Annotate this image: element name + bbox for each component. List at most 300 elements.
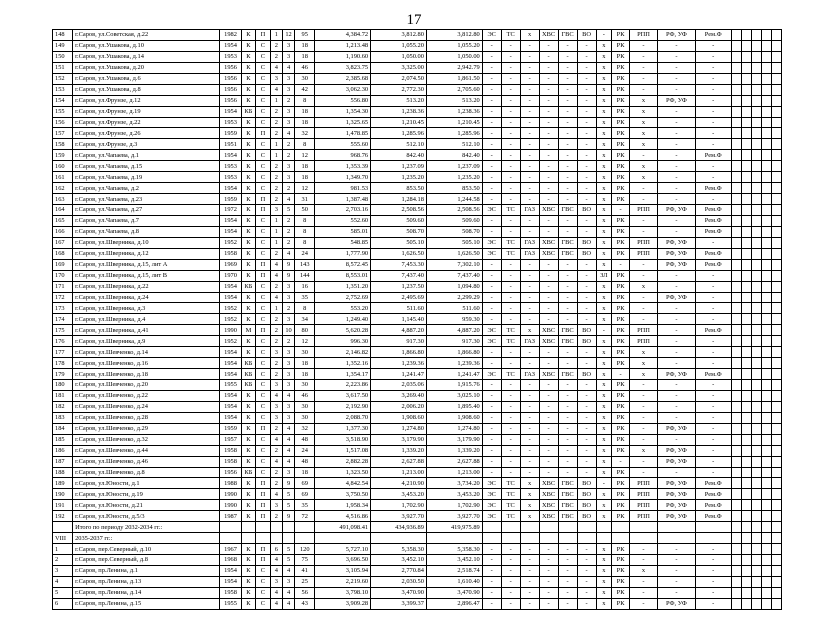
table-cell: ХВС bbox=[539, 478, 558, 489]
table-cell: - bbox=[695, 445, 731, 456]
table-cell: - bbox=[695, 84, 731, 95]
table-cell: г.Саров, ул.Шевченко, д.46 bbox=[73, 456, 220, 467]
table-cell: К bbox=[241, 205, 256, 216]
empty-cell bbox=[751, 423, 761, 434]
table-cell: К bbox=[241, 445, 256, 456]
table-cell: - bbox=[520, 259, 539, 270]
table-cell: - bbox=[482, 358, 501, 369]
empty-cell bbox=[771, 576, 781, 587]
table-row bbox=[53, 150, 782, 161]
table-cell: К bbox=[241, 555, 256, 566]
table-cell: - bbox=[558, 194, 577, 205]
table-cell: - bbox=[577, 423, 596, 434]
table-cell: 181 bbox=[53, 390, 73, 401]
table-cell: х bbox=[596, 259, 612, 270]
table-cell: х bbox=[596, 445, 612, 456]
table-cell: РФ, УФ bbox=[657, 292, 695, 303]
table-cell: - bbox=[630, 226, 658, 237]
table-cell: х bbox=[596, 456, 612, 467]
table-cell: х bbox=[596, 150, 612, 161]
table-cell: - bbox=[539, 40, 558, 51]
table-row bbox=[53, 401, 782, 412]
table-cell: - bbox=[558, 215, 577, 226]
table-cell: РК bbox=[612, 500, 630, 511]
table-cell: - bbox=[501, 40, 520, 51]
empty-cell bbox=[751, 533, 761, 544]
table-cell: 3 bbox=[282, 576, 294, 587]
table-cell: Рем.Ф bbox=[695, 248, 731, 259]
table-cell: - bbox=[539, 587, 558, 598]
table-cell: х bbox=[596, 467, 612, 478]
table-cell: - bbox=[657, 401, 695, 412]
empty-cell bbox=[751, 106, 761, 117]
table-cell: 1 bbox=[270, 150, 282, 161]
table-cell: С bbox=[256, 401, 271, 412]
empty-cell bbox=[771, 95, 781, 106]
table-cell: 24 bbox=[295, 445, 315, 456]
empty-cell bbox=[771, 259, 781, 270]
table-cell: 917.30 bbox=[426, 336, 482, 347]
table-cell: х bbox=[596, 84, 612, 95]
empty-cell bbox=[731, 347, 741, 358]
empty-cell bbox=[741, 139, 751, 150]
table-cell: - bbox=[482, 95, 501, 106]
table-cell: х bbox=[596, 226, 612, 237]
table-cell: К bbox=[241, 511, 256, 522]
table-cell: ГАЗ bbox=[520, 205, 539, 216]
table-cell: К bbox=[241, 347, 256, 358]
table-cell: - bbox=[539, 117, 558, 128]
table-cell: - bbox=[657, 555, 695, 566]
table-cell: г.Саров, ул.Чапаева, д.23 bbox=[73, 194, 220, 205]
table-cell: 4 bbox=[282, 423, 294, 434]
table-cell: 2 bbox=[282, 226, 294, 237]
table-cell: - bbox=[539, 303, 558, 314]
table-cell: ХВС bbox=[539, 248, 558, 259]
empty-cell bbox=[771, 40, 781, 51]
table-cell: г.Саров, ул.Шевченко, д.16 bbox=[73, 358, 220, 369]
empty-cell bbox=[751, 412, 761, 423]
table-cell: 1954 bbox=[220, 390, 241, 401]
empty-cell bbox=[315, 533, 371, 544]
table-cell: г.Саров, ул.Юности, д.19 bbox=[73, 489, 220, 500]
table-cell: К bbox=[241, 73, 256, 84]
table-cell: 1,915.76 bbox=[426, 380, 482, 391]
empty-cell bbox=[731, 40, 741, 51]
table-cell: 176 bbox=[53, 336, 73, 347]
table-cell: 1,626.50 bbox=[426, 248, 482, 259]
table-cell: - bbox=[657, 347, 695, 358]
table-cell: - bbox=[657, 183, 695, 194]
table-cell: 513.20 bbox=[426, 95, 482, 106]
table-cell: - bbox=[657, 161, 695, 172]
table-cell: х bbox=[630, 565, 658, 576]
empty-cell bbox=[731, 303, 741, 314]
empty-cell bbox=[761, 161, 771, 172]
table-cell: 1956 bbox=[220, 95, 241, 106]
table-row bbox=[53, 172, 782, 183]
table-row bbox=[53, 226, 782, 237]
table-cell: - bbox=[501, 194, 520, 205]
section-label: 2035-2037 гг.: bbox=[73, 533, 220, 544]
table-cell: РК bbox=[612, 303, 630, 314]
table-cell: 3 bbox=[282, 347, 294, 358]
empty-cell bbox=[731, 183, 741, 194]
empty-cell bbox=[771, 423, 781, 434]
table-cell: РФ, УФ bbox=[657, 30, 695, 41]
empty-cell bbox=[751, 183, 761, 194]
table-cell: х bbox=[630, 139, 658, 150]
empty-cell bbox=[761, 95, 771, 106]
empty-cell bbox=[771, 73, 781, 84]
table-cell: - bbox=[482, 161, 501, 172]
table-cell: К bbox=[241, 150, 256, 161]
empty-cell bbox=[731, 292, 741, 303]
table-cell: г.Саров, пр.Ленина, д.1 bbox=[73, 565, 220, 576]
table-cell: 2,299.29 bbox=[426, 292, 482, 303]
table-cell: - bbox=[558, 84, 577, 95]
table-cell: 1 bbox=[270, 95, 282, 106]
table-cell: ГАЗ bbox=[520, 336, 539, 347]
table-cell: К bbox=[241, 51, 256, 62]
table-cell: 1952 bbox=[220, 303, 241, 314]
table-cell: - bbox=[501, 128, 520, 139]
table-cell: 3,179.90 bbox=[371, 434, 427, 445]
table-cell: РК bbox=[612, 467, 630, 478]
table-cell: 1990 bbox=[220, 489, 241, 500]
table-cell: - bbox=[482, 314, 501, 325]
table-cell: К bbox=[241, 183, 256, 194]
empty-cell bbox=[761, 511, 771, 522]
table-cell: РФ, УФ bbox=[657, 456, 695, 467]
table-cell: 1 bbox=[270, 30, 282, 41]
table-cell: - bbox=[520, 292, 539, 303]
table-cell: х bbox=[596, 215, 612, 226]
table-cell: 2 bbox=[270, 369, 282, 380]
table-cell: 2 bbox=[270, 117, 282, 128]
table-cell: 2 bbox=[270, 106, 282, 117]
table-cell: 2,627.88 bbox=[426, 456, 482, 467]
empty-cell bbox=[426, 533, 482, 544]
table-cell: ТС bbox=[501, 500, 520, 511]
empty-cell bbox=[741, 522, 751, 533]
table-cell: 2 bbox=[270, 314, 282, 325]
table-cell: С bbox=[256, 336, 271, 347]
table-cell: - bbox=[558, 467, 577, 478]
table-cell: - bbox=[520, 161, 539, 172]
table-cell: - bbox=[695, 456, 731, 467]
summary-total-area: 491,098.41 bbox=[315, 522, 371, 533]
table-cell: 46 bbox=[295, 62, 315, 73]
table-cell: 2 bbox=[282, 139, 294, 150]
empty-cell bbox=[612, 533, 630, 544]
table-cell: 5,358.30 bbox=[371, 544, 427, 555]
table-cell: РК bbox=[612, 555, 630, 566]
table-cell: 12 bbox=[295, 336, 315, 347]
table-cell: 1955 bbox=[220, 598, 241, 609]
table-cell: 968.76 bbox=[315, 150, 371, 161]
summary-label: Итого по периоду 2032-2034 гг.: bbox=[73, 522, 220, 533]
table-cell: - bbox=[657, 281, 695, 292]
empty-cell bbox=[751, 511, 761, 522]
table-cell: КБ bbox=[241, 380, 256, 391]
table-cell: - bbox=[520, 183, 539, 194]
table-cell: - bbox=[558, 380, 577, 391]
table-cell: 2 bbox=[282, 183, 294, 194]
empty-cell bbox=[761, 106, 771, 117]
table-cell: - bbox=[577, 128, 596, 139]
table-cell: С bbox=[256, 248, 271, 259]
table-cell: ГВС bbox=[558, 336, 577, 347]
empty-cell bbox=[751, 369, 761, 380]
table-cell: - bbox=[539, 161, 558, 172]
table-cell: ТС bbox=[501, 336, 520, 347]
table-cell: - bbox=[539, 95, 558, 106]
table-cell: 1959 bbox=[220, 423, 241, 434]
empty-cell bbox=[741, 314, 751, 325]
table-cell: К bbox=[241, 412, 256, 423]
table-cell: - bbox=[520, 51, 539, 62]
table-cell: 2,223.86 bbox=[315, 380, 371, 391]
table-cell: С bbox=[256, 598, 271, 609]
empty-cell bbox=[751, 281, 761, 292]
table-cell: 1954 bbox=[220, 292, 241, 303]
table-cell: 1970 bbox=[220, 270, 241, 281]
table-cell: - bbox=[501, 215, 520, 226]
table-cell: 5 bbox=[53, 587, 73, 598]
table-cell: - bbox=[695, 587, 731, 598]
table-cell: - bbox=[657, 380, 695, 391]
empty-cell bbox=[282, 533, 294, 544]
table-cell: - bbox=[501, 270, 520, 281]
table-cell: г.Саров, ул.Шверника, д.22 bbox=[73, 281, 220, 292]
table-cell: - bbox=[630, 215, 658, 226]
table-cell: С bbox=[256, 161, 271, 172]
empty-cell bbox=[731, 270, 741, 281]
table-cell: - bbox=[482, 226, 501, 237]
table-cell: - bbox=[695, 565, 731, 576]
empty-cell bbox=[771, 183, 781, 194]
table-cell: 1959 bbox=[220, 128, 241, 139]
empty-cell bbox=[771, 511, 781, 522]
table-cell: - bbox=[520, 194, 539, 205]
table-cell: РК bbox=[612, 401, 630, 412]
table-cell: 3 bbox=[270, 576, 282, 587]
table-cell: ВО bbox=[577, 325, 596, 336]
empty-cell bbox=[731, 314, 741, 325]
table-cell: 2 bbox=[270, 161, 282, 172]
table-cell: - bbox=[630, 84, 658, 95]
table-cell: РК bbox=[612, 139, 630, 150]
empty-cell bbox=[731, 161, 741, 172]
empty-cell bbox=[741, 423, 751, 434]
empty-cell bbox=[539, 533, 558, 544]
empty-cell bbox=[295, 522, 315, 533]
table-cell: РК bbox=[612, 325, 630, 336]
table-cell: - bbox=[695, 390, 731, 401]
table-cell: РК bbox=[612, 347, 630, 358]
table-cell: Рем.Ф bbox=[695, 478, 731, 489]
table-cell: - bbox=[558, 95, 577, 106]
table-cell: 2 bbox=[270, 467, 282, 478]
table-cell: - bbox=[539, 358, 558, 369]
table-cell: - bbox=[539, 445, 558, 456]
empty-cell bbox=[630, 522, 658, 533]
table-cell: 3,025.10 bbox=[426, 390, 482, 401]
table-cell: 3,812.80 bbox=[426, 30, 482, 41]
table-cell: х bbox=[596, 358, 612, 369]
empty-cell bbox=[771, 292, 781, 303]
table-cell: 1,777.90 bbox=[315, 248, 371, 259]
table-cell: РК bbox=[612, 150, 630, 161]
table-row bbox=[53, 30, 782, 41]
table-cell: 170 bbox=[53, 270, 73, 281]
table-cell: Рем.Ф bbox=[695, 183, 731, 194]
empty-cell bbox=[771, 128, 781, 139]
table-cell: - bbox=[630, 423, 658, 434]
table-cell: 1,238.36 bbox=[426, 106, 482, 117]
table-cell: - bbox=[558, 390, 577, 401]
table-cell: - bbox=[501, 139, 520, 150]
empty-cell bbox=[241, 533, 256, 544]
table-cell: 179 bbox=[53, 369, 73, 380]
table-cell: 4 bbox=[282, 434, 294, 445]
table-cell: 1969 bbox=[220, 259, 241, 270]
table-cell: 155 bbox=[53, 106, 73, 117]
empty-cell bbox=[771, 489, 781, 500]
table-cell: - bbox=[558, 40, 577, 51]
table-cell: - bbox=[482, 270, 501, 281]
table-cell: К bbox=[241, 237, 256, 248]
empty-cell bbox=[741, 117, 751, 128]
table-cell: ХВС bbox=[539, 500, 558, 511]
table-cell: 2 bbox=[270, 358, 282, 369]
empty-cell bbox=[270, 522, 282, 533]
table-cell: 2,495.69 bbox=[371, 292, 427, 303]
table-cell: 178 bbox=[53, 358, 73, 369]
empty-cell bbox=[596, 522, 612, 533]
table-cell: х bbox=[596, 95, 612, 106]
table-cell: 2 bbox=[270, 51, 282, 62]
table-cell: С bbox=[256, 62, 271, 73]
table-cell: - bbox=[558, 226, 577, 237]
table-cell: - bbox=[482, 150, 501, 161]
table-cell: - bbox=[657, 106, 695, 117]
empty-cell bbox=[751, 40, 761, 51]
empty-cell bbox=[761, 183, 771, 194]
table-cell: ВО bbox=[577, 248, 596, 259]
table-row bbox=[53, 358, 782, 369]
table-cell: - bbox=[501, 161, 520, 172]
table-cell: - bbox=[539, 270, 558, 281]
table-cell: 1956 bbox=[220, 73, 241, 84]
empty-cell bbox=[731, 248, 741, 259]
table-cell: - bbox=[501, 292, 520, 303]
empty-cell bbox=[771, 237, 781, 248]
table-cell: - bbox=[657, 434, 695, 445]
table-cell: 2 bbox=[282, 336, 294, 347]
empty-cell bbox=[771, 248, 781, 259]
table-cell: - bbox=[520, 358, 539, 369]
table-cell: 1,213.48 bbox=[315, 40, 371, 51]
table-cell: 18 bbox=[295, 172, 315, 183]
table-row bbox=[53, 576, 782, 587]
table-cell: 1954 bbox=[220, 401, 241, 412]
empty-cell bbox=[731, 576, 741, 587]
table-cell: - bbox=[539, 259, 558, 270]
table-cell: ЭС bbox=[482, 500, 501, 511]
table-cell: - bbox=[657, 314, 695, 325]
table-cell: 168 bbox=[53, 248, 73, 259]
table-cell: - bbox=[482, 576, 501, 587]
empty-cell bbox=[731, 423, 741, 434]
table-cell: Рем.Ф bbox=[695, 325, 731, 336]
empty-cell bbox=[741, 215, 751, 226]
table-cell: х bbox=[596, 598, 612, 609]
table-cell: - bbox=[577, 358, 596, 369]
table-cell: - bbox=[539, 292, 558, 303]
table-cell: х bbox=[596, 336, 612, 347]
table-cell: 41 bbox=[295, 565, 315, 576]
table-cell: 5 bbox=[282, 555, 294, 566]
table-row bbox=[53, 270, 782, 281]
table-cell: - bbox=[695, 172, 731, 183]
table-cell: - bbox=[520, 128, 539, 139]
table-cell: - bbox=[695, 358, 731, 369]
table-cell: 3,823.75 bbox=[315, 62, 371, 73]
table-cell: 4,842.54 bbox=[315, 478, 371, 489]
table-cell: 3,452.10 bbox=[426, 555, 482, 566]
table-cell: Рем.Ф bbox=[695, 500, 731, 511]
table-cell: 3,734.20 bbox=[426, 478, 482, 489]
table-cell: 3 bbox=[282, 117, 294, 128]
table-cell: ТС bbox=[501, 511, 520, 522]
table-cell: х bbox=[520, 478, 539, 489]
empty-cell bbox=[751, 587, 761, 598]
table-cell: 75 bbox=[295, 555, 315, 566]
table-cell: РК bbox=[612, 434, 630, 445]
table-cell: П bbox=[256, 205, 271, 216]
table-cell: - bbox=[577, 40, 596, 51]
table-cell: 183 bbox=[53, 412, 73, 423]
table-cell: - bbox=[539, 347, 558, 358]
table-cell: - bbox=[520, 576, 539, 587]
table-cell: - bbox=[577, 95, 596, 106]
table-cell: 1954 bbox=[220, 40, 241, 51]
table-cell: 2,752.69 bbox=[315, 292, 371, 303]
empty-cell bbox=[751, 172, 761, 183]
table-cell: П bbox=[256, 544, 271, 555]
table-cell: С bbox=[256, 587, 271, 598]
table-cell: - bbox=[520, 95, 539, 106]
table-cell: ТС bbox=[501, 478, 520, 489]
table-cell: - bbox=[577, 598, 596, 609]
table-cell: П bbox=[256, 30, 271, 41]
table-cell: г.Саров, пр.Ленина, д.15 bbox=[73, 598, 220, 609]
empty-cell bbox=[751, 161, 761, 172]
table-cell: ГВС bbox=[558, 478, 577, 489]
table-cell: 8 bbox=[295, 226, 315, 237]
table-cell: 43 bbox=[295, 598, 315, 609]
table-cell: 3,470.90 bbox=[371, 587, 427, 598]
table-cell: х bbox=[596, 544, 612, 555]
table-cell: РК bbox=[612, 128, 630, 139]
table-cell: х bbox=[596, 565, 612, 576]
table-cell: х bbox=[520, 325, 539, 336]
table-cell: Рем.Ф bbox=[695, 259, 731, 270]
table-cell: 4 bbox=[270, 587, 282, 598]
table-cell: С bbox=[256, 347, 271, 358]
